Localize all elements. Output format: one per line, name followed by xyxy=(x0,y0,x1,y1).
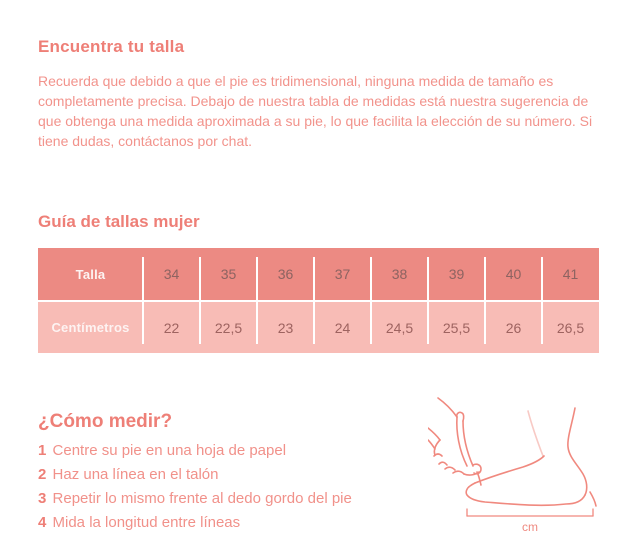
step-text: Mida la longitud entre líneas xyxy=(52,514,241,531)
size-value-cell: 41 xyxy=(562,266,579,282)
cm-value-cell: 23 xyxy=(257,302,314,353)
how-to-measure-title: ¿Cómo medir? xyxy=(38,411,173,432)
size-table xyxy=(38,248,599,353)
step-text: Centre su pie en una hoja de papel xyxy=(52,442,287,459)
size-value-cell: 38 xyxy=(371,248,428,300)
step-number: 1 xyxy=(38,442,47,459)
measurement-ruler xyxy=(467,509,593,534)
row-label-centimetros: Centímetros xyxy=(38,302,143,353)
hand-pencil-drawing xyxy=(428,398,481,485)
size-value-cell: 35 xyxy=(200,248,257,300)
centimeters-row xyxy=(38,300,599,353)
size-value-cell: 40 xyxy=(485,248,542,300)
size-value-cell: 37 xyxy=(314,248,371,300)
find-size-description: Recuerda que debido a que el pie es tridimensional, ninguna medida de tamaño es completamente precisa. Debajo de nuestra tabla de medidas está nuestra sugerencia de que obtenga una medida aproximada a su pie, lo que facilita la elección de su número. Si tiene dudas, contáctanos por chat. xyxy=(38,73,593,149)
cm-value-cell: 25,5 xyxy=(428,302,485,353)
size-value-cell: 34 xyxy=(143,248,200,300)
find-size-title: Encuentra tu talla xyxy=(38,37,185,56)
cm-value-cell: 22,5 xyxy=(200,302,257,353)
row-label-talla: Talla xyxy=(38,248,143,300)
cm-value-cell: 24,5 xyxy=(371,302,428,353)
step-text: Haz una línea en el talón xyxy=(52,466,219,483)
cm-value-cell: 24 xyxy=(314,302,371,353)
step-number: 4 xyxy=(38,514,47,531)
cm-label: cm xyxy=(522,520,538,534)
step-number: 2 xyxy=(38,466,47,483)
step-text: Repetir lo mismo frente al dedo gordo del pie xyxy=(52,490,352,507)
size-value-cell: 39 xyxy=(428,248,485,300)
cm-value-cell: 26,5 xyxy=(556,319,585,336)
size-guide-title: Guía de tallas mujer xyxy=(38,212,200,231)
cm-value-cell: 26 xyxy=(485,302,542,353)
size-row xyxy=(38,248,599,300)
cm-value-cell: 22 xyxy=(143,302,200,353)
find-size-section xyxy=(38,36,643,151)
foot-measurement-illustration xyxy=(428,388,641,546)
step-number: 3 xyxy=(38,490,47,507)
size-value-cell: 36 xyxy=(257,248,314,300)
foot-drawing xyxy=(466,408,596,506)
size-guide-section xyxy=(38,211,643,353)
